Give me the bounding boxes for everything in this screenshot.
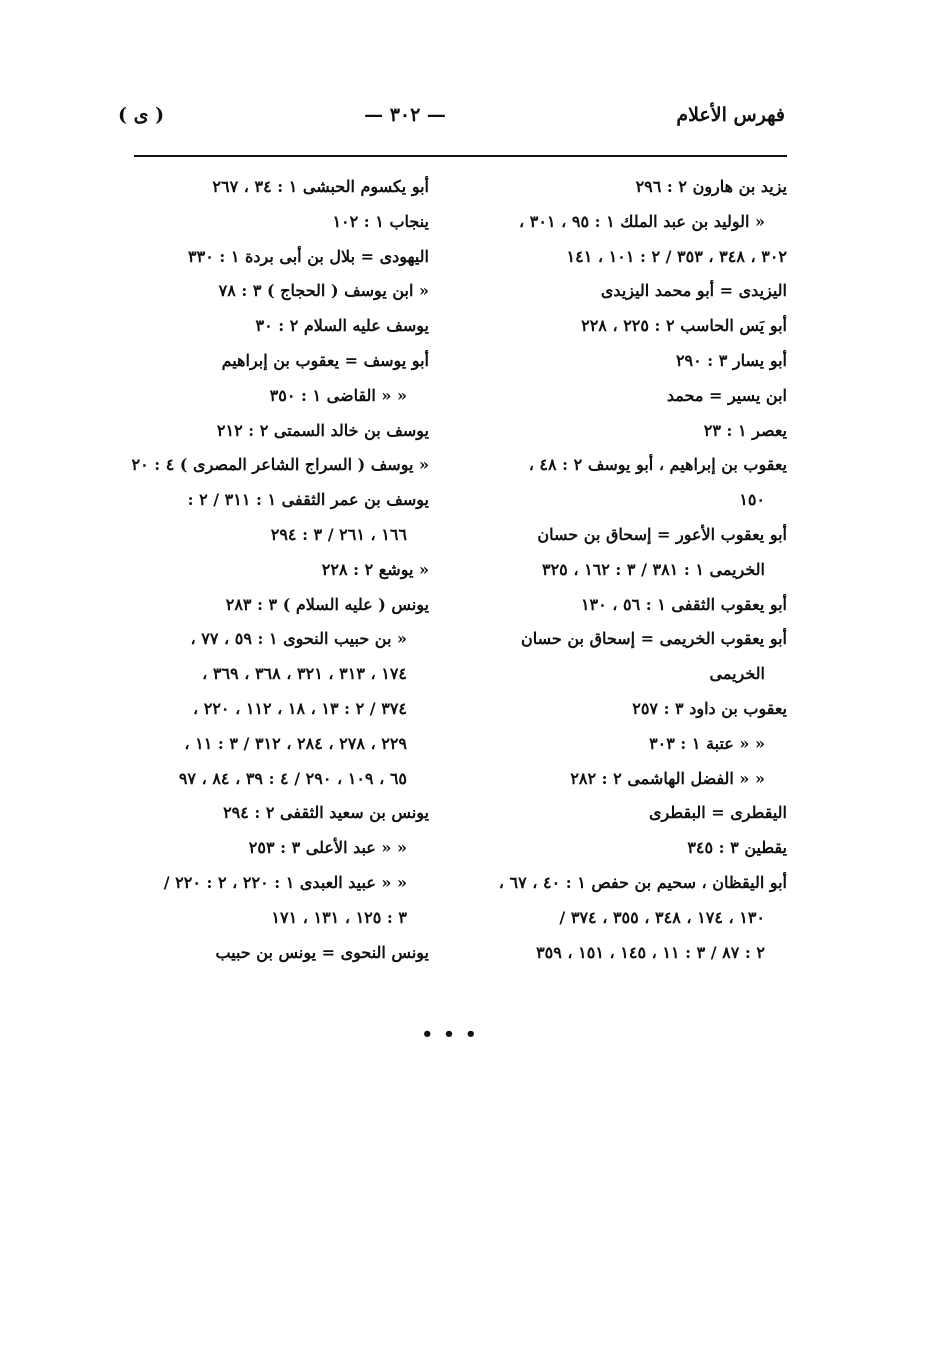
index-entry-line: يقطين ٣ : ٣٤٥ [687, 838, 787, 858]
index-entry-line: « بن حبيب النحوى ١ : ٥٩ ، ٧٧ ، [190, 629, 407, 649]
page-number: — ٣٠٢ — [364, 104, 446, 126]
index-entry-line: الخريمى ١ : ٣٨١ / ٣ : ١٦٢ ، ٣٢٥ [541, 559, 765, 579]
index-entry-line: أبو يَس الحاسب ٢ : ٢٢٥ ، ٢٢٨ [581, 316, 787, 336]
index-entry-line: اليهودى = بلال بن أبى بردة ١ : ٣٣٠ [188, 246, 429, 266]
index-entry-line: « « عبيد العبدى ١ : ٢٢٠ ، ٢ : ٢٢٠ / [163, 872, 407, 892]
index-entry-line: ٣ : ١٢٥ ، ١٣١ ، ١٧١ [271, 907, 407, 927]
index-entry-line: ٣٧٤ / ٢ : ١٣ ، ١٨ ، ١١٢ ، ٢٢٠ ، [192, 698, 407, 718]
index-entry-line: ٦٥ ، ١٠٩ ، ٢٩٠ / ٤ : ٣٩ ، ٨٤ ، ٩٧ [178, 768, 407, 788]
index-entry-line: ١٧٤ ، ٣١٣ ، ٣٢١ ، ٣٦٨ ، ٣٦٩ ، [202, 664, 407, 684]
index-entry-line: « « الفضل الهاشمى ٢ : ٢٨٢ [570, 768, 765, 788]
index-entry-line: يونس ( عليه السلام ) ٣ : ٢٨٣ [225, 594, 429, 614]
index-entry-line: ٢ : ٨٧ / ٣ : ١١ ، ١٤٥ ، ١٥١ ، ٣٥٩ [536, 942, 765, 962]
index-column-right [457, 170, 787, 970]
end-ornament: • • • [421, 1024, 479, 1045]
index-entry-line: يزيد بن هارون ٢ : ٢٩٦ [635, 177, 787, 196]
index-entry-line: أبو يعقوب الأعور = إسحاق بن حسان [537, 524, 787, 544]
index-entry-line: أبو يوسف = يعقوب بن إبراهيم [221, 350, 429, 370]
running-title: فهرس الأعلام [676, 104, 785, 126]
index-entry-line: أبو يعقوب الخريمى = إسحاق بن حسان [521, 629, 787, 649]
index-entry-line: أبو يعقوب الثقفى ١ : ٥٦ ، ١٣٠ [580, 594, 787, 614]
index-entry-line: ابن يسير = محمد [666, 385, 787, 405]
index-entry-line: يعقوب بن إبراهيم ، أبو يوسف ٢ : ٤٨ ، [528, 455, 787, 475]
index-entry-line: اليقطرى = البقطرى [649, 803, 787, 823]
header-rule [134, 155, 787, 157]
index-entry-line: يوسف بن عمر الثقفى ١ : ٣١١ / ٢ : [187, 490, 429, 510]
index-entry-line: « يوشع ٢ : ٢٢٨ [321, 559, 429, 579]
index-entry-line: يعصر ١ : ٢٣ [703, 420, 787, 440]
index-entry-line: أبو يسار ٣ : ٢٩٠ [675, 350, 787, 370]
index-entry-line: ٢٢٩ ، ٢٧٨ ، ٢٨٤ ، ٣١٢ / ٣ : ١١ ، [184, 733, 407, 753]
index-entry-line: ١٦٦ ، ٢٦١ / ٣ : ٢٩٤ [270, 524, 407, 544]
index-entry-line: « الوليد بن عبد الملك ١ : ٩٥ ، ٣٠١ ، [519, 211, 765, 231]
index-entry-line: يوسف بن خالد السمتى ٢ : ٢١٢ [216, 420, 429, 440]
index-column-left [114, 170, 429, 970]
index-entry-line: الخريمى [709, 664, 765, 684]
index-entry-line: أبو اليقظان ، سحيم بن حفص ١ : ٤٠ ، ٦٧ ، [498, 872, 787, 892]
index-entry-line: « يوسف ( السراج الشاعر المصرى ) ٤ : ٢٠ [131, 455, 429, 475]
index-entry-line: « « القاضى ١ : ٣٥٠ [269, 385, 407, 405]
index-entry-line: يونس النحوى = يونس بن حبيب [215, 942, 429, 962]
index-entry-line: اليزيدى = أبو محمد اليزيدى [600, 281, 787, 301]
section-letter: ( ى ) [118, 104, 165, 126]
index-entry-line: « ابن يوسف ( الحجاج ) ٣ : ٧٨ [218, 281, 429, 301]
index-entry-line: « « عتبة ١ : ٣٠٣ [649, 733, 765, 753]
index-entry-line: ١٣٠ ، ١٧٤ ، ٣٤٨ ، ٣٥٥ ، ٣٧٤ / [559, 907, 765, 927]
index-entry-line: ينجاب ١ : ١٠٢ [332, 211, 429, 231]
index-entry-line: يونس بن سعيد الثقفى ٢ : ٢٩٤ [223, 803, 429, 823]
index-entry-line: ١٥٠ [739, 490, 765, 510]
index-entry-line: ٣٠٢ ، ٣٤٨ ، ٣٥٣ / ٢ : ١٠١ ، ١٤١ [566, 246, 787, 266]
index-entry-line: يوسف عليه السلام ٢ : ٣٠ [255, 316, 429, 336]
index-entry-line: يعقوب بن داود ٣ : ٢٥٧ [632, 698, 787, 718]
index-entry-line: « « عبد الأعلى ٣ : ٢٥٣ [248, 838, 407, 858]
index-entry-line: أبو يكسوم الحبشى ١ : ٣٤ ، ٢٦٧ [212, 177, 429, 196]
